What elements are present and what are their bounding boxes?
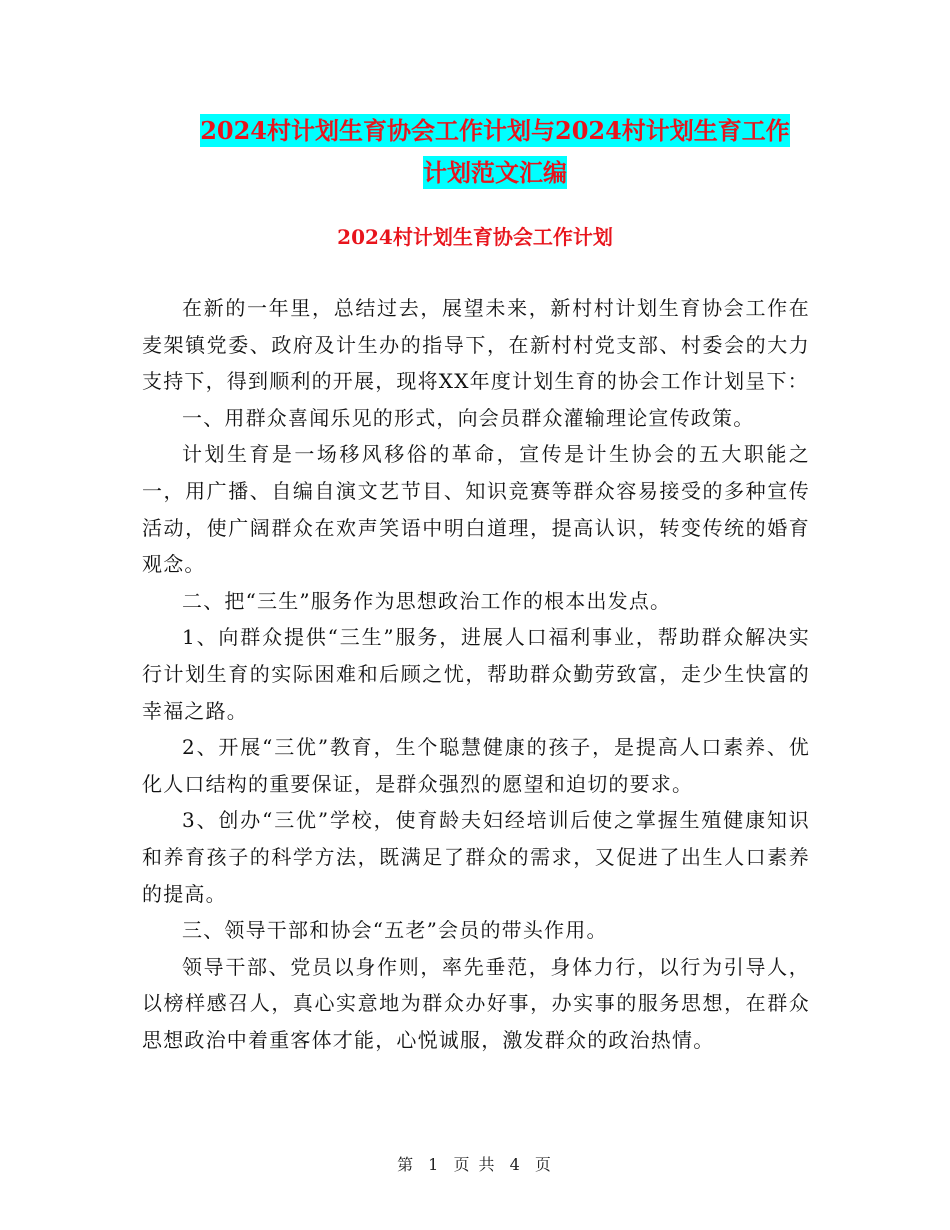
paragraph: 计划生育是一场移风移俗的革命，宣传是计生协会的五大职能之一，用广播、自编自演文艺节目、知识竞赛等群众容易接受的多种宣传活动，使广阔群众在欢声笑语中明白道理，提高认识，转变传统的婚育观念。 (142, 442, 810, 577)
paragraph: 领导干部、党员以身作则，率先垂范，身体力行，以行为引导人，以榜样感召人，真心实意地为群众办好事，办实事的服务思想，在群众思想政治中着重客体才能，心悦诚服，激发群众的政治热情。 (142, 954, 810, 1052)
page-footer (0, 1152, 950, 1175)
page-suffix: 页 (534, 1155, 553, 1174)
paragraph: 2、开展“三优”教育，生个聪慧健康的孩子，是提高人口素养、优化人口结构的重要保证，是群众强烈的愿望和迫切的要求。 (142, 735, 810, 796)
title-line-1: 2024村计划生育协会工作计划与2024村计划生育工作 (200, 116, 790, 145)
paragraph: 二、把“三生”服务作为思想政治工作的根本出发点。 (182, 588, 672, 613)
page-number: 1 (428, 1155, 441, 1174)
document-title (140, 110, 850, 194)
page-mid: 页 共 (453, 1155, 497, 1174)
paragraph: 在新的一年里，总结过去，展望未来，新村村计划生育协会工作在麦架镇党委、政府及计生办的指导下，在新村村党支部、村委会的大力支持下，得到顺利的开展，现将XX年度计划生育的协会工作计划呈下： (142, 296, 810, 394)
paragraph: 三、领导干部和协会“五老”会员的带头作用。 (182, 918, 608, 943)
section-title: 2024村计划生育协会工作计划 (337, 225, 613, 249)
page-prefix: 第 (397, 1155, 416, 1174)
page-total: 4 (509, 1155, 522, 1174)
paragraph: 一、用群众喜闻乐见的形式，向会员群众灌输理论宣传政策。 (182, 405, 755, 430)
paragraph: 3、创办“三优”学校，使育龄夫妇经培训后使之掌握生殖健康知识和养育孩子的科学方法，既满足了群众的需求，又促进了出生人口素养的提高。 (142, 808, 810, 906)
document-body (142, 290, 810, 1058)
paragraph: 1、向群众提供“三生”服务，进展人口福利事业，帮助群众解决实行计划生育的实际困难和后顾之忧，帮助群众勤劳致富，走少生快富的幸福之路。 (142, 625, 810, 723)
title-line-2: 计划范文汇编 (423, 158, 567, 187)
